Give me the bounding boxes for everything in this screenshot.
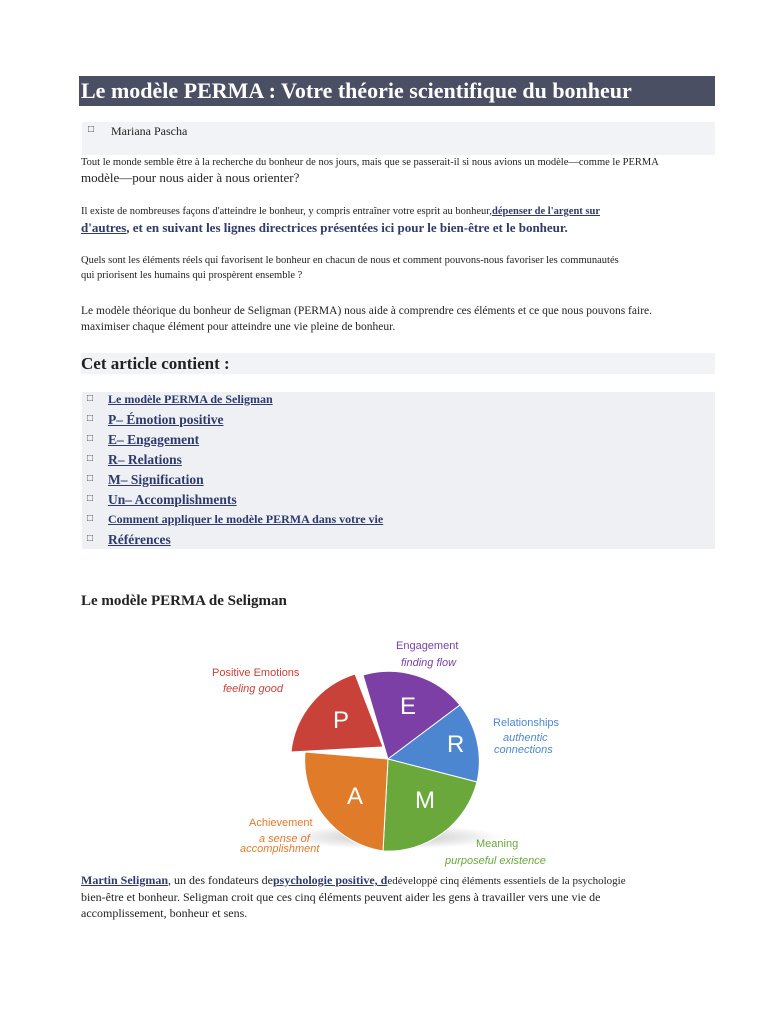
letter-p: P: [333, 707, 350, 734]
page-title: Le modèle PERMA : Votre théorie scientifique du bonheur: [81, 78, 632, 103]
intro-paragraph-3: [81, 253, 717, 283]
achievement-sublabel-2: accomplishment: [240, 843, 320, 855]
letter-r: R: [447, 731, 465, 758]
others-link[interactable]: d'autres: [81, 220, 127, 235]
bottom-text-1: , un des fondateurs de: [168, 873, 273, 887]
toc-item[interactable]: [82, 432, 715, 450]
positive-emotions-sublabel: feeling good: [223, 683, 283, 695]
checkbox-icon: □: [87, 453, 94, 464]
intro-paragraph-2: [81, 204, 717, 237]
toc-item[interactable]: [82, 392, 715, 410]
intro-p2-line2: [81, 219, 717, 237]
author-name: Mariana Pascha: [111, 124, 188, 138]
relationships-sublabel: authentic: [503, 732, 548, 744]
checkbox-icon: □: [87, 493, 94, 504]
intro-p1-line2: modèle—pour nous aider à nous orienter?: [81, 170, 300, 185]
bottom-line-3: accomplissement, bonheur et sens.: [81, 906, 248, 920]
checkbox-icon: □: [87, 533, 94, 544]
checkbox-icon: □: [87, 413, 94, 424]
achievement-sublabel: a sense of: [259, 833, 310, 845]
checkbox-icon: □: [87, 513, 94, 524]
toc-link[interactable]: Un– Accomplishments: [108, 492, 237, 507]
intro-paragraph-4: [81, 303, 717, 335]
letter-m: M: [415, 787, 435, 814]
letter-e: E: [400, 693, 417, 720]
intro-p2-text-2: , et en suivant les lignes directrices présentées ici pour le bien-être et le bonheur.: [126, 220, 568, 235]
relationships-sublabel-2: connections: [494, 744, 553, 756]
toc-item[interactable]: [82, 532, 715, 550]
checkbox-icon: □: [88, 124, 95, 135]
perma-pie-illustration: [205, 632, 590, 867]
toc-item[interactable]: [82, 512, 715, 530]
title-bar: [79, 76, 715, 106]
positive-psychology-link[interactable]: psychologie positive, d: [272, 873, 388, 887]
author-bar: [82, 122, 715, 155]
toc-item[interactable]: [82, 492, 715, 510]
toc-item[interactable]: [82, 452, 715, 470]
bottom-line-1: [81, 872, 721, 889]
toc-link[interactable]: Comment appliquer le modèle PERMA dans votre vie: [108, 512, 384, 526]
toc-item[interactable]: [82, 472, 715, 490]
toc-link[interactable]: E– Engagement: [108, 432, 200, 447]
intro-p2-text: Il existe de nombreuses façons d'atteindre le bonheur, y compris entraîner votre esprit au bonheur,: [81, 206, 492, 217]
section-heading: Le modèle PERMA de Seligman: [81, 593, 287, 609]
bottom-paragraph: [81, 872, 721, 921]
toc-link[interactable]: P– Émotion positive: [108, 412, 224, 427]
intro-p1-line1: Tout le monde semble être à la recherche du bonheur de nos jours, mais que se passerait-il si nous avions un modèle—comme le PERMA: [81, 157, 659, 168]
bottom-text-2: edéveloppé cinq éléments essentiels de la psychologie: [387, 875, 626, 887]
intro-p4-line2: maximiser chaque élément pour atteindre une vie pleine de bonheur.: [81, 321, 396, 333]
checkbox-icon: □: [87, 393, 94, 404]
toc-item[interactable]: [82, 412, 715, 430]
letter-a: A: [347, 783, 364, 810]
toc-heading: Cet article contient :: [81, 354, 230, 373]
perma-figure: [205, 632, 590, 867]
checkbox-icon: □: [87, 473, 94, 484]
meaning-label: Meaning: [476, 838, 519, 850]
spend-money-link[interactable]: dépenser de l'argent sur: [492, 206, 601, 217]
bottom-line-2: bien-être et bonheur. Seligman croit que ces cinq éléments peuvent aider les gens à travailler vers une vie de: [81, 890, 601, 904]
martin-seligman-link[interactable]: Martin Seligman: [81, 873, 168, 887]
engagement-label: Engagement: [396, 640, 459, 652]
intro-p3-line1: Quels sont les éléments réels qui favorisent le bonheur en chacun de nous et comment pouvons-nous favoriser les communautés: [81, 255, 619, 266]
table-of-contents: [82, 392, 715, 549]
achievement-label: Achievement: [249, 817, 313, 829]
intro-paragraph-1: [81, 155, 717, 185]
toc-link[interactable]: Le modèle PERMA de Seligman: [108, 392, 273, 406]
intro-p3-line2: qui priorisent les humains qui prospèrent ensemble ?: [81, 270, 303, 281]
engagement-sublabel: finding flow: [401, 657, 457, 669]
meaning-sublabel: purposeful existence: [445, 855, 546, 867]
positive-emotions-label: Positive Emotions: [212, 667, 300, 679]
intro-p2-line1: [81, 204, 717, 219]
checkbox-icon: □: [87, 433, 94, 444]
relationships-label: Relationships: [493, 717, 560, 729]
toc-link[interactable]: M– Signification: [108, 472, 204, 487]
intro-p4-line1: Le modèle théorique du bonheur de Seligman (PERMA) nous aide à comprendre ces éléments et ce que nous pouvons faire.: [81, 305, 652, 317]
toc-link[interactable]: Références: [108, 532, 171, 547]
toc-link[interactable]: R– Relations: [108, 452, 182, 467]
toc-heading-bar: [81, 353, 715, 374]
